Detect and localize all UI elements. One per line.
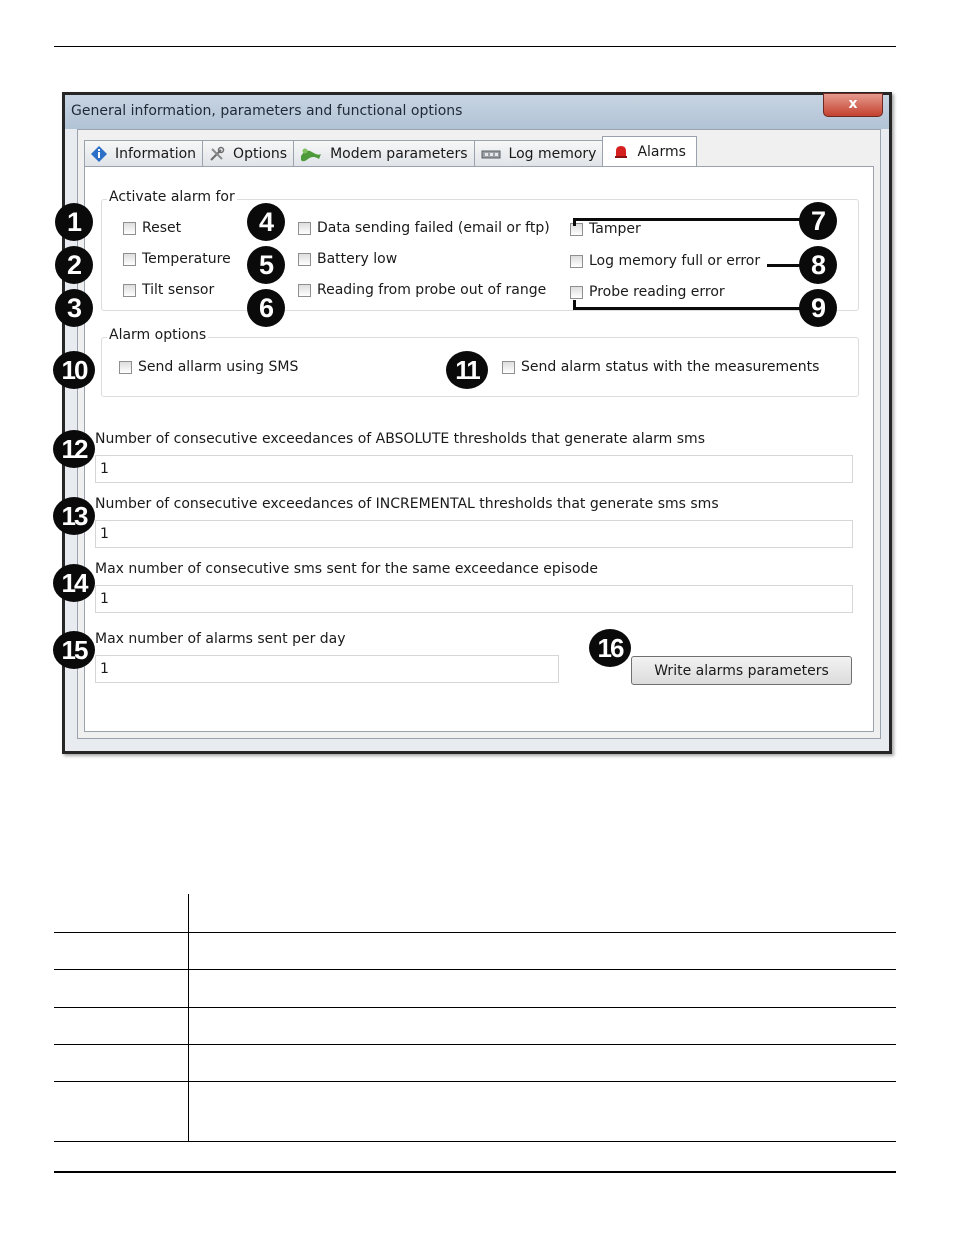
alarms-tab-page	[84, 166, 874, 732]
send-alarm-sms-checkbox[interactable]	[119, 359, 298, 375]
table-row-divider	[54, 1081, 896, 1082]
tilt-sensor-checkbox[interactable]	[123, 282, 214, 298]
data-sending-failed-label: Data sending failed (email or ftp)	[317, 220, 550, 236]
tools-icon	[209, 146, 225, 162]
data-sending-failed-checkbox-box[interactable]	[298, 222, 311, 235]
probe-reading-error-checkbox[interactable]	[570, 284, 725, 300]
reset-label: Reset	[142, 220, 182, 236]
tab-log-memory[interactable]	[474, 140, 604, 166]
battery-low-checkbox[interactable]	[298, 251, 397, 267]
callout-9-tick	[573, 300, 576, 309]
callout-16: 16	[589, 629, 631, 667]
send-alarm-sms-checkbox-box[interactable]	[119, 361, 132, 374]
battery-low-checkbox-box[interactable]	[298, 253, 311, 266]
callout-8: 8	[799, 246, 837, 284]
tab-modem-parameters[interactable]	[293, 140, 474, 166]
reset-checkbox[interactable]	[123, 220, 181, 236]
title-bar[interactable]	[65, 95, 889, 129]
table-row-divider	[54, 1141, 896, 1142]
tab-options-label: Options	[233, 145, 288, 162]
tamper-checkbox[interactable]	[570, 221, 641, 237]
modem-icon	[300, 146, 322, 162]
header-rule	[54, 46, 896, 47]
temperature-label: Temperature	[142, 251, 231, 267]
callout-14: 14	[53, 564, 95, 602]
callout-15: 15	[53, 631, 95, 669]
tab-information[interactable]	[84, 140, 203, 166]
probe-reading-error-checkbox-box[interactable]	[570, 286, 583, 299]
tilt-sensor-label: Tilt sensor	[142, 282, 215, 298]
table-row-divider	[54, 932, 896, 933]
tilt-sensor-checkbox-box[interactable]	[123, 284, 136, 297]
probe-out-of-range-label: Reading from probe out of range	[317, 282, 547, 298]
tab-modem-parameters-label: Modem parameters	[330, 145, 468, 162]
callout-7-tick	[573, 218, 576, 226]
tamper-checkbox-box[interactable]	[570, 223, 583, 236]
tab-alarms[interactable]	[602, 136, 697, 166]
activate-alarm-title: Activate alarm for	[109, 189, 235, 205]
log-memory-full-checkbox[interactable]	[570, 253, 760, 269]
callout-2: 2	[55, 246, 93, 284]
tamper-label: Tamper	[589, 221, 641, 237]
max-alarms-per-day-label: Max number of alarms sent per day	[95, 631, 346, 647]
temperature-checkbox[interactable]	[123, 251, 231, 267]
callout-4: 4	[247, 203, 285, 241]
send-alarm-status-checkbox-box[interactable]	[502, 361, 515, 374]
send-alarm-status-checkbox[interactable]	[502, 359, 819, 375]
max-consecutive-sms-label: Max number of consecutive sms sent for the same exceedance episode	[95, 561, 599, 577]
callout-7: 7	[799, 202, 837, 240]
dialog-window	[62, 92, 892, 754]
write-alarms-parameters-button[interactable]: Write alarms parameters	[631, 656, 852, 685]
window-title: General information, parameters and functional options	[71, 103, 463, 119]
temperature-checkbox-box[interactable]	[123, 253, 136, 266]
memory-icon	[481, 146, 501, 162]
tab-bar	[84, 138, 696, 166]
callout-8-line	[767, 264, 803, 267]
callout-9-line	[573, 307, 803, 310]
reset-checkbox-box[interactable]	[123, 222, 136, 235]
max-alarms-per-day-input[interactable]	[95, 655, 559, 683]
send-alarm-sms-label: Send allarm using SMS	[138, 359, 299, 375]
callout-5: 5	[247, 246, 285, 284]
callout-6: 6	[247, 289, 285, 327]
alarm-bell-icon	[613, 144, 629, 160]
callout-1: 1	[55, 203, 93, 241]
callout-13: 13	[53, 497, 95, 535]
tab-options[interactable]	[202, 140, 294, 166]
send-alarm-status-label: Send alarm status with the measurements	[521, 359, 820, 375]
footer-rule	[54, 1171, 896, 1173]
tab-information-label: Information	[115, 145, 197, 162]
table-row-divider	[54, 1007, 896, 1008]
probe-out-of-range-checkbox[interactable]	[298, 282, 546, 298]
table-row-divider	[54, 1044, 896, 1045]
alarm-options-title: Alarm options	[109, 327, 207, 343]
callout-11: 11	[446, 351, 488, 389]
incremental-thresholds-label: Number of consecutive exceedances of INCREMENTAL thresholds that generate sms sms	[95, 496, 719, 512]
callout-12: 12	[53, 430, 95, 468]
battery-low-label: Battery low	[317, 251, 398, 267]
incremental-thresholds-input[interactable]	[95, 520, 853, 548]
callout-3: 3	[55, 289, 93, 327]
callout-9: 9	[799, 289, 837, 327]
max-consecutive-sms-input[interactable]	[95, 585, 853, 613]
log-memory-full-label: Log memory full or error	[589, 253, 761, 269]
tab-log-memory-label: Log memory	[508, 145, 597, 162]
callout-10: 10	[53, 351, 95, 389]
tab-alarms-label: Alarms	[637, 143, 686, 160]
close-button[interactable]: x	[823, 93, 883, 117]
callout-7-line	[573, 218, 803, 221]
absolute-thresholds-label: Number of consecutive exceedances of ABSOLUTE thresholds that generate alarm sms	[95, 431, 705, 447]
data-sending-failed-checkbox[interactable]	[298, 220, 550, 236]
absolute-thresholds-input[interactable]	[95, 455, 853, 483]
info-icon	[91, 146, 107, 162]
probe-out-of-range-checkbox-box[interactable]	[298, 284, 311, 297]
log-memory-full-checkbox-box[interactable]	[570, 255, 583, 268]
table-row-divider	[54, 969, 896, 970]
probe-reading-error-label: Probe reading error	[589, 284, 725, 300]
